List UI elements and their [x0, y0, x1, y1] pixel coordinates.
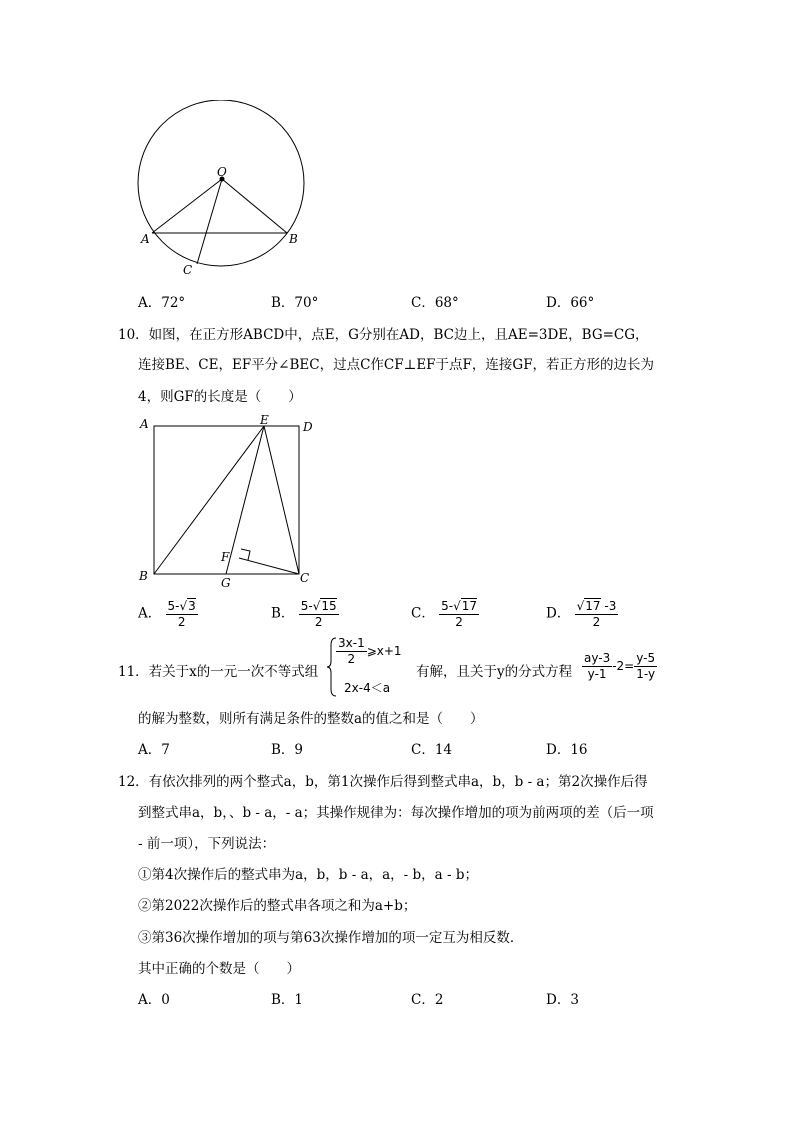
q12-option-d[interactable]: D．3 — [546, 992, 579, 1008]
option-letter: D． — [546, 605, 571, 622]
q11-option-b[interactable]: B．9 — [271, 742, 304, 758]
label-g: G — [221, 576, 231, 590]
q12-item-1: ①第4次操作后的整式串为a，b，b - a，a，- b，a - b； — [138, 867, 478, 883]
q9-option-c[interactable]: C．68° — [411, 295, 459, 311]
numerator-prefix: 5- — [441, 599, 454, 613]
q9-option-d[interactable]: D．66° — [546, 295, 595, 311]
q12-option-b[interactable]: B．1 — [271, 992, 304, 1008]
segment-oa — [152, 179, 222, 233]
denominator: 1-y — [636, 667, 656, 681]
q10-option-b[interactable] — [271, 598, 339, 630]
q10-option-d[interactable] — [546, 598, 618, 630]
q10-line-3: 4，则GF的长度是（ ） — [138, 389, 302, 405]
numerator-suffix: -3 — [600, 599, 617, 613]
numerator-prefix: 5- — [300, 599, 313, 613]
q11-option-a[interactable]: A．7 — [138, 742, 170, 758]
q10-line-2: 连接BE、CE，EF平分∠BEC，过点C作CF⊥EF于点F，连接GF，若正方形的边长为 — [138, 357, 655, 373]
q11-prefix: 11．若关于x的一元一次不等式组 — [118, 664, 319, 680]
segment-eg — [226, 426, 264, 574]
q11-middle: 有解，且关于y的分式方程 — [416, 664, 573, 680]
inequality-2: 2x-4＜a — [344, 681, 391, 695]
segment-ce — [264, 426, 299, 574]
label-b: B — [289, 232, 298, 246]
numerator: ay-3 — [584, 651, 611, 665]
q12-line-3: - 前一项），下列说法： — [138, 836, 276, 852]
q12-option-c[interactable]: C．2 — [411, 992, 444, 1008]
option-letter: A． — [138, 605, 162, 622]
denominator: 2 — [314, 615, 323, 629]
radicand: 3 — [188, 599, 196, 613]
fraction-right — [634, 651, 657, 682]
label-f: F — [221, 550, 230, 564]
q12-item-3: ③第36次操作增加的项与第63次操作增加的项一定互为相反数． — [138, 930, 524, 946]
label-a2: A — [140, 417, 149, 431]
label-c2: C — [300, 571, 310, 585]
numerator: 3x-1 — [338, 636, 365, 650]
option-letter: C． — [411, 605, 435, 622]
q11-option-c[interactable]: C．14 — [411, 742, 453, 758]
denominator: 2 — [455, 615, 463, 629]
inequality-rest: ⩾x+1 — [366, 644, 402, 658]
q10-option-c[interactable] — [411, 598, 479, 630]
segment-fc — [239, 558, 299, 574]
equation-middle: -2= — [612, 659, 635, 673]
fraction: $\frac{5-√15}{2}$ — [300, 599, 337, 629]
label-c: C — [183, 263, 193, 277]
fraction: $\frac{√17 -3}{2}$ — [576, 599, 617, 629]
label-b2: B — [139, 569, 148, 583]
denominator: 2 — [347, 652, 356, 666]
q9-option-b[interactable]: B．70° — [271, 295, 319, 311]
denominator: 2 — [177, 615, 186, 629]
q10-option-a[interactable] — [138, 598, 198, 630]
option-letter: B． — [271, 605, 295, 622]
label-d: D — [303, 420, 313, 434]
q12-question: 其中正确的个数是（ ） — [138, 961, 300, 977]
right-angle-mark — [241, 549, 250, 560]
q12-line-2: 到整式串a，b，、b - a，- a；其操作规律为：每次操作增加的项为前两项的差（后一项 — [138, 805, 654, 821]
q10-line-1: 10．如图，在正方形ABCD中，点E，G分别在AD，BC边上，且AE=3DE，BG=CG， — [118, 327, 649, 343]
radicand: 15 — [321, 599, 337, 613]
inequality-1 — [336, 636, 402, 667]
label-o: O — [217, 165, 227, 179]
radicand: 17 — [461, 599, 478, 613]
circle-figure — [130, 100, 310, 285]
q11-option-d[interactable]: D．16 — [546, 742, 588, 758]
label-e: E — [260, 413, 269, 427]
radicand: 17 — [585, 599, 601, 613]
segment-ob — [222, 179, 287, 233]
q12-option-a[interactable]: A．0 — [138, 992, 170, 1008]
segment-be — [154, 426, 264, 574]
q12-item-2: ②第2022次操作后的整式串各项之和为a+b； — [138, 898, 417, 914]
fraction — [336, 636, 367, 667]
q11-line-2: 的解为整数，则所有满足条件的整数a的值之和是（ ） — [138, 711, 484, 727]
numerator: y-5 — [636, 651, 656, 665]
q9-option-a[interactable]: A．72° — [138, 295, 186, 311]
segment-oc — [197, 179, 222, 264]
denominator: y-1 — [587, 667, 607, 681]
fractional-equation — [582, 651, 657, 682]
fraction: $\frac{5-√3}{2}$ — [167, 599, 196, 629]
square-figure — [134, 412, 324, 592]
q12-line-1: 12．有依次排列的两个整式a，b，第1次操作后得到整式串a，b，b - a；第2次操作后得 — [118, 774, 648, 790]
denominator: 2 — [592, 615, 601, 629]
numerator-prefix: 5- — [167, 599, 180, 613]
fraction-left — [582, 651, 612, 682]
fraction: $\frac{5-√17}{2}$ — [441, 599, 478, 629]
label-a: A — [141, 232, 150, 246]
